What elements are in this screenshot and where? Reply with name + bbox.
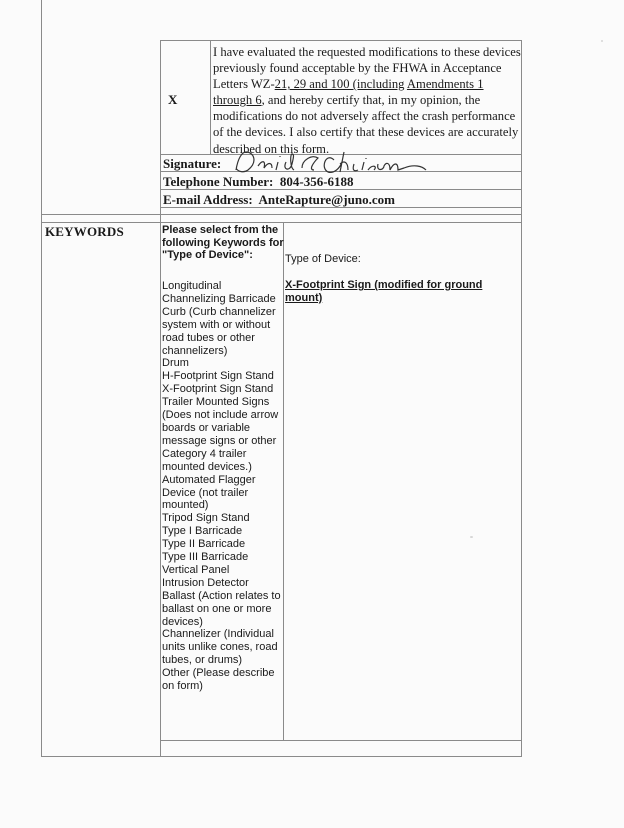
email-label: E-mail Address: [163, 192, 253, 207]
certification-statement [213, 44, 521, 157]
keyword-item[interactable]: Channelizer (Individual units unlike cones, road tubes, or drums) [162, 628, 278, 667]
keyword-item[interactable]: Vertical Panel [162, 563, 230, 576]
keyword-item[interactable]: Intrusion Detector [162, 576, 249, 589]
keyword-item[interactable]: Type I Barricade [162, 525, 243, 538]
signature-label: Signature: [163, 156, 222, 171]
keyword-item[interactable]: Type II Barricade [162, 538, 246, 551]
keyword-item[interactable]: H-Footprint Sign Stand [162, 370, 274, 383]
keyword-item[interactable]: Other (Please describe on form) [162, 667, 275, 693]
keyword-item[interactable]: Trailer Mounted Signs (Does not include arrow boards or variable message signs or other Category 4 trailer mounted devices.) [162, 396, 279, 473]
keyword-item[interactable]: Tripod Sign Stand [162, 512, 250, 525]
keywords-list [162, 280, 286, 693]
telephone-field [163, 174, 354, 190]
certify-check-mark[interactable]: X [168, 92, 178, 107]
email-field [163, 192, 395, 208]
keyword-item[interactable]: Curb (Curb channelizer system with or without road tubes or other channelizers) [162, 305, 276, 357]
amendments-ref: Amendments 1 through 6 [213, 77, 484, 108]
telephone-label: Telephone Number: [163, 174, 274, 189]
telephone-value: 804-356-6188 [279, 174, 354, 189]
keyword-item[interactable]: Drum [162, 357, 189, 370]
keyword-item[interactable]: Ballast (Action relates to ballast on one or more devices) [162, 589, 281, 628]
keyword-item[interactable]: Longitudinal Channelizing Barricade [162, 280, 276, 305]
acceptance-letters-ref: 21, 29 and 100 (including [274, 77, 405, 92]
keyword-item[interactable]: Automated Flagger Device (not trailer mounted) [162, 473, 256, 512]
certification-text-end: , and hereby certify that, in my opinion, the modifications do not adversely affect the crash performance of the devices. I also certify that these devices are accurately described on this form. [213, 93, 519, 156]
keyword-item[interactable]: Type III Barricade [162, 551, 249, 564]
keywords-instruction: Please select from the following Keywords for "Type of Device": [162, 224, 284, 261]
email-value: AnteRapture@juno.com [258, 192, 395, 207]
certification-text-start: I have evaluated the requested modifications to these devices previously found acceptable by the FHWA in Acceptance Letters WZ- [213, 45, 521, 92]
type-of-device-label: Type of Device: [285, 253, 361, 265]
type-of-device-value: X-Footprint Sign (modified for ground mount) [285, 279, 483, 304]
keywords-heading: KEYWORDS [45, 224, 124, 239]
keyword-item[interactable]: X-Footprint Sign Stand [162, 383, 274, 396]
